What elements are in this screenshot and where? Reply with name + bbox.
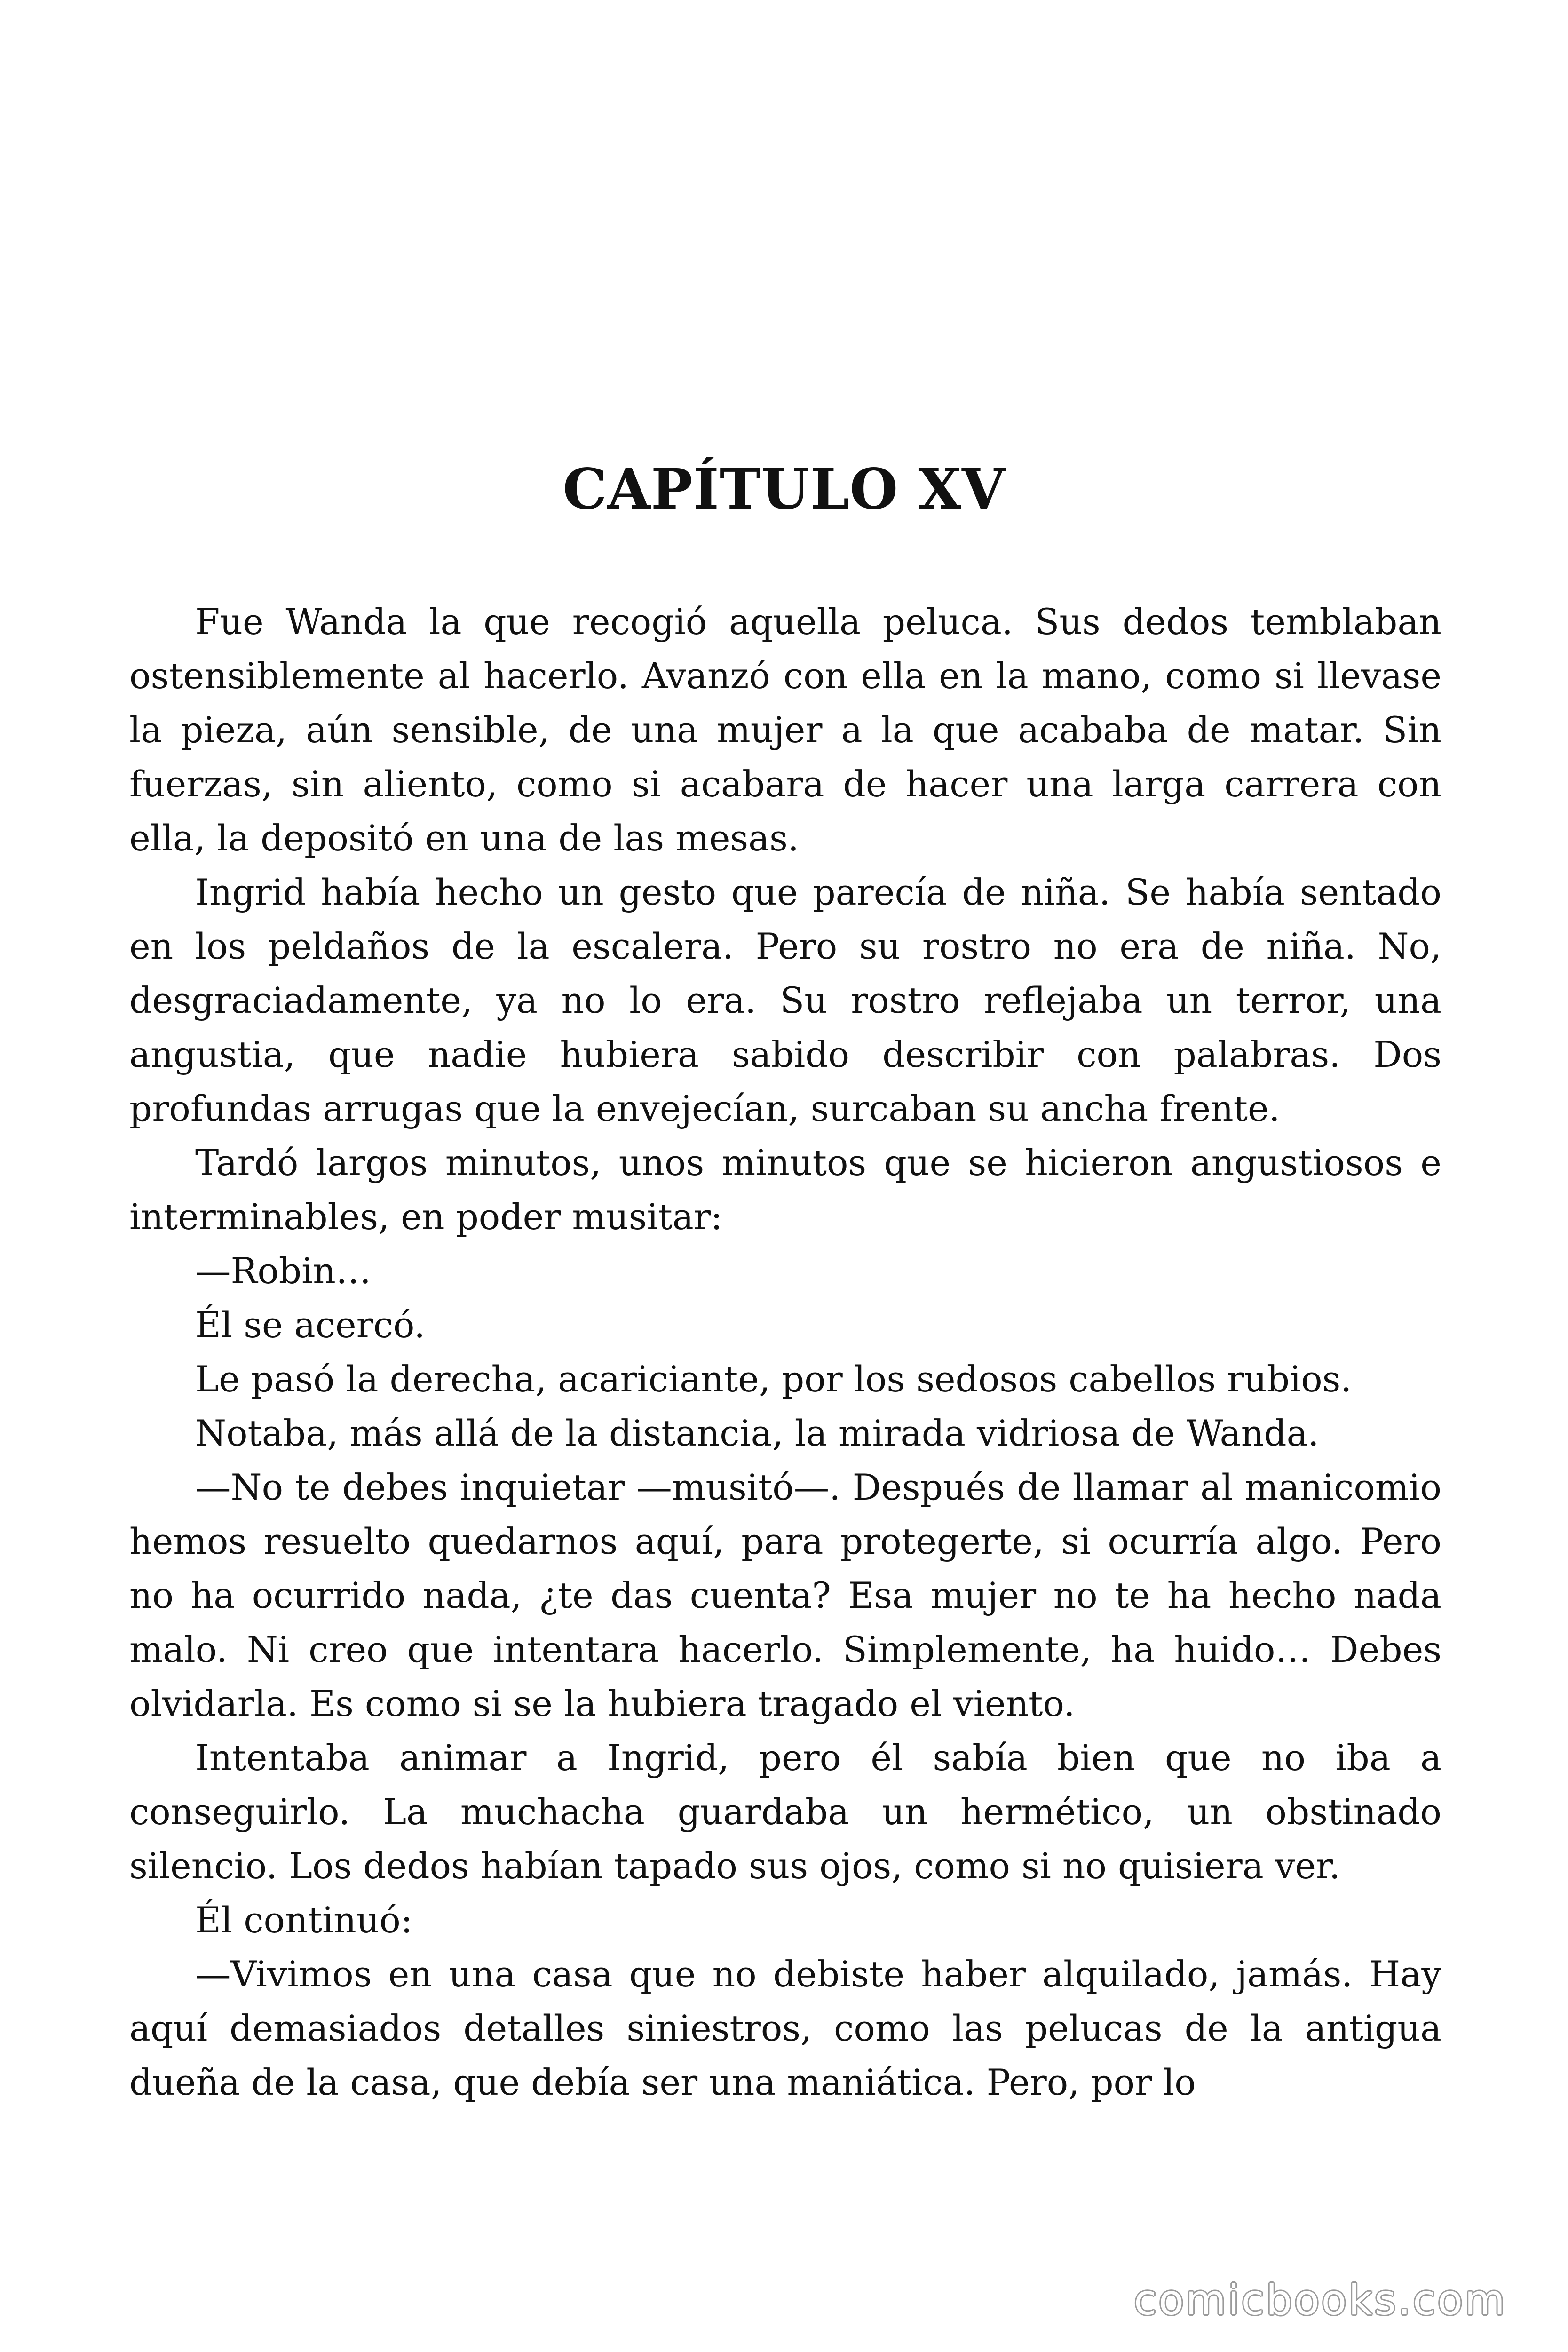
paragraph-5: Él se acercó. [195,1304,426,1346]
paragraph-4: —Robin… [195,1250,372,1292]
paragraph-6: Le pasó la derecha, acariciante, por los sedosos cabellos rubios. [195,1359,1352,1400]
paragraph-9: Intentaba animar a Ingrid, pero él sabía bien que no iba a conseguirlo. La muchacha guardaba un hermético, un obstinado silencio. Los dedos habían tapado sus ojos, como si no quisiera ver. [129,1737,1441,1887]
paragraph-1: Fue Wanda la que recogió aquella peluca. Sus dedos temblaban ostensiblemente al hacerlo. Avanzó con ella en la mano, como si llevase la pieza, aún sensible, de una mujer a la que acababa de matar. Sin fuerzas, sin aliento, como si acabara de hacer una larga carrera con ella, la depositó en una de las mesas. [129,601,1441,859]
paragraph-8: —No te debes inquietar —musitó—. Después de llamar al manicomio hemos resuelto quedarnos aquí, para protegerte, si ocurría algo. Pero no ha ocurrido nada, ¿te das cuenta? Esa mujer no te ha hecho nada malo. Ni creo que intentara hacerlo. Simplemente, ha huido… Debes olvidarla. Es como si se la hubiera tragado el viento. [129,1467,1441,1724]
watermark: comicbooks.com [1133,2276,1507,2324]
chapter-title: CAPÍTULO XV [562,456,1006,522]
paragraph-2: Ingrid había hecho un gesto que parecía de niña. Se había sentado en los peldaños de la escalera. Pero su rostro no era de niña. No, desgraciadamente, ya no lo era. Su rostro reflejaba un terror, una angustia, que nadie hubiera sabido describir con palabras. Dos profundas arrugas que la envejecían, surcaban su ancha frente. [129,872,1441,1129]
paragraph-11: —Vivimos en una casa que no debiste haber alquilado, jamás. Hay aquí demasiados detalles siniestros, como las pelucas de la antigua dueña de la casa, que debía ser una maniática. Pero, por lo [129,1954,1441,2103]
paragraph-3: Tardó largos minutos, unos minutos que se hicieron angustiosos e interminables, en poder musitar: [129,1142,1441,1238]
paragraph-7: Notaba, más allá de la distancia, la mirada vidriosa de Wanda. [195,1413,1319,1454]
paragraph-10: Él continuó: [195,1899,413,1941]
body-text [129,595,1441,2110]
